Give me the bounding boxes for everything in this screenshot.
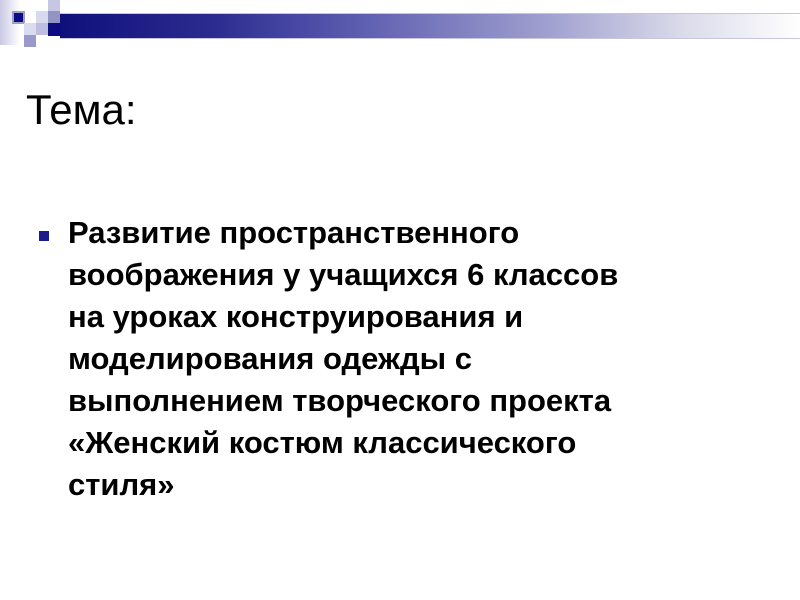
bullet-text-block <box>68 212 768 506</box>
bullet-text-line: Развитие пространственного <box>68 215 520 250</box>
bullet-text-line: на уроках конструирования и <box>68 299 524 334</box>
bullet-text-line: стиля» <box>68 467 175 502</box>
deco-square-navy-2 <box>48 23 61 36</box>
deco-square-light-3 <box>36 23 48 35</box>
header-gradient-bar <box>60 13 800 39</box>
deco-square-periwinkle-2 <box>24 35 36 47</box>
bullet-text-line: «Женский костюм классического <box>68 425 577 460</box>
square-bullet-icon <box>39 231 49 241</box>
deco-square-light-1 <box>36 11 48 23</box>
bullet-text-line: моделирования одежды с <box>68 341 472 376</box>
slide-title: Тема: <box>26 86 137 133</box>
deco-square-periwinkle-1 <box>48 11 60 23</box>
bullet-text-line: воображения у учащихся 6 классов <box>68 257 619 292</box>
deco-square-light-2 <box>24 23 36 35</box>
bullet-text-line: выполнением творческого проекта <box>68 383 612 418</box>
